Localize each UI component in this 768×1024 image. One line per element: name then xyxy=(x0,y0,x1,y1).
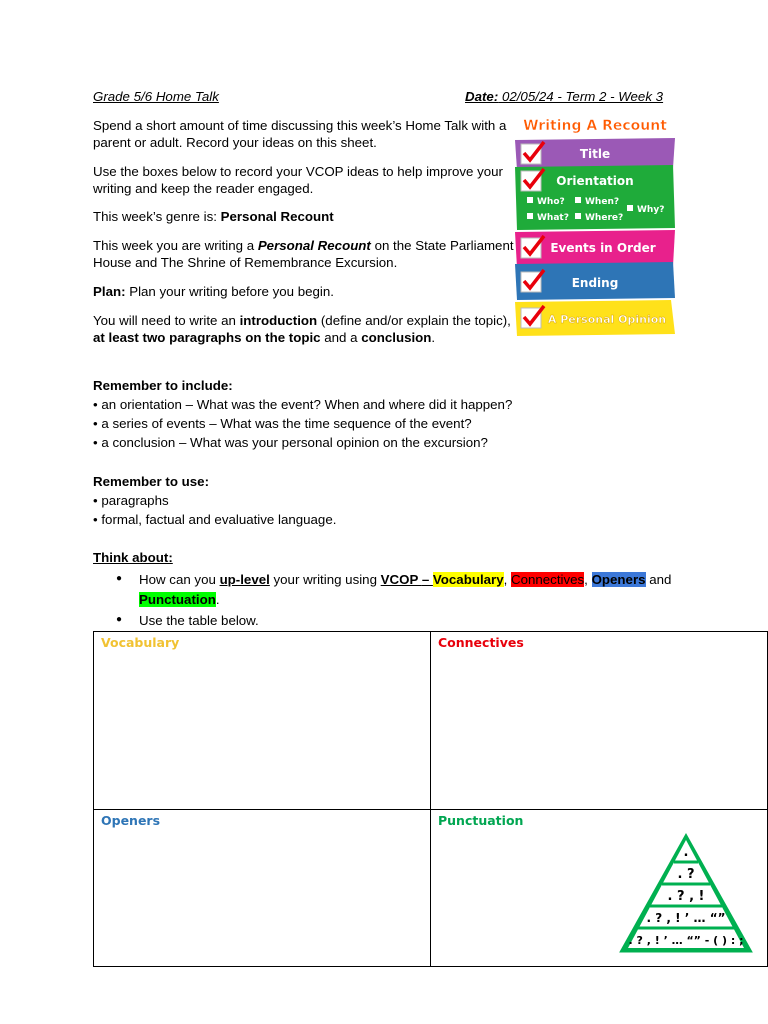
vocabulary-label: Vocabulary xyxy=(101,635,180,650)
poster-ending-label: Ending xyxy=(571,276,619,290)
remember-use-heading: Remember to use: xyxy=(93,474,210,489)
openers-label: Openers xyxy=(101,813,161,828)
writing-line1: This week you are writing a Personal Recount on the State Parliament xyxy=(93,238,514,253)
poster-what: What? xyxy=(537,213,569,223)
intro-p2-line1: Use the boxes below to record your VCOP ideas to help improve your xyxy=(93,164,503,179)
punctuation-highlight: Punctuation xyxy=(139,592,216,607)
punctuation-label: Punctuation xyxy=(438,813,524,828)
openers-highlight: Openers xyxy=(591,572,646,587)
poster-when: When? xyxy=(585,197,620,207)
think-bullet2: Use the table below. xyxy=(139,613,259,628)
poster-title: Writing A Recount xyxy=(523,118,667,134)
pyramid-row: . xyxy=(683,845,689,860)
poster-who: Who? xyxy=(537,197,565,207)
think-about-heading: Think about: xyxy=(93,550,173,565)
intro-p1-line1: Spend a short amount of time discussing this week’s Home Talk with a xyxy=(93,118,507,133)
need-line1: You will need to write an introduction (define and/or explain the topic), xyxy=(93,313,511,328)
header-date: Date: 02/05/24 - Term 2 - Week 3 xyxy=(465,89,664,104)
poster-where: Where? xyxy=(585,213,624,223)
bullet-dot: ● xyxy=(116,573,123,584)
think-bullet1-line2: Punctuation. xyxy=(139,592,220,607)
pyramid-row: . ? xyxy=(677,867,695,882)
pyramid-row: . ? , ! ’ … “” xyxy=(646,911,726,925)
punctuation-pyramid xyxy=(618,832,754,956)
remember-include-item: • a conclusion – What was your personal opinion on the excursion? xyxy=(93,435,488,450)
remember-include-heading: Remember to include: xyxy=(93,378,233,393)
plan-line: Plan: Plan your writing before you begin. xyxy=(93,284,334,299)
connectives-cell[interactable] xyxy=(431,632,768,810)
genre-line: This week’s genre is: Personal Recount xyxy=(93,209,334,224)
think-bullet1-line1: How can you up-level your writing using VCOP – Vocabulary, Connectives, Openers and xyxy=(139,572,672,587)
remember-include-item: • a series of events – What was the time sequence of the event? xyxy=(93,416,472,431)
remember-include-item: • an orientation – What was the event? When and where did it happen? xyxy=(93,397,513,412)
connectives-label: Connectives xyxy=(438,635,524,650)
connectives-highlight: Connectives xyxy=(511,572,585,587)
need-line2: at least two paragraphs on the topic and a conclusion. xyxy=(93,330,436,345)
poster-why: Why? xyxy=(637,205,665,215)
writing-line2: House and The Shrine of Remembrance Excursion. xyxy=(93,255,398,270)
pyramid-row: . ? , ! ’ … “” - ( ) : ; xyxy=(628,934,744,947)
vocabulary-cell[interactable] xyxy=(94,632,431,810)
header-title: Grade 5/6 Home Talk xyxy=(93,89,219,104)
intro-p2-line2: writing and keep the reader engaged. xyxy=(93,181,314,196)
openers-cell[interactable] xyxy=(94,810,431,967)
poster-events-label: Events in Order xyxy=(550,241,656,255)
poster-opinion-label: A Personal Opinion xyxy=(547,313,667,326)
intro-p1-line2: parent or adult. Record your ideas on this sheet. xyxy=(93,135,377,150)
bullet-dot: ● xyxy=(116,614,123,625)
remember-use-item: • paragraphs xyxy=(93,493,169,508)
poster-orientation-label: Orientation xyxy=(556,174,634,188)
pyramid-row: . ? , ! xyxy=(667,889,705,904)
vocabulary-highlight: Vocabulary xyxy=(432,572,504,587)
poster-title-label: Title xyxy=(579,147,611,161)
remember-use-item: • formal, factual and evaluative language. xyxy=(93,512,337,527)
writing-recount-poster xyxy=(513,112,678,340)
